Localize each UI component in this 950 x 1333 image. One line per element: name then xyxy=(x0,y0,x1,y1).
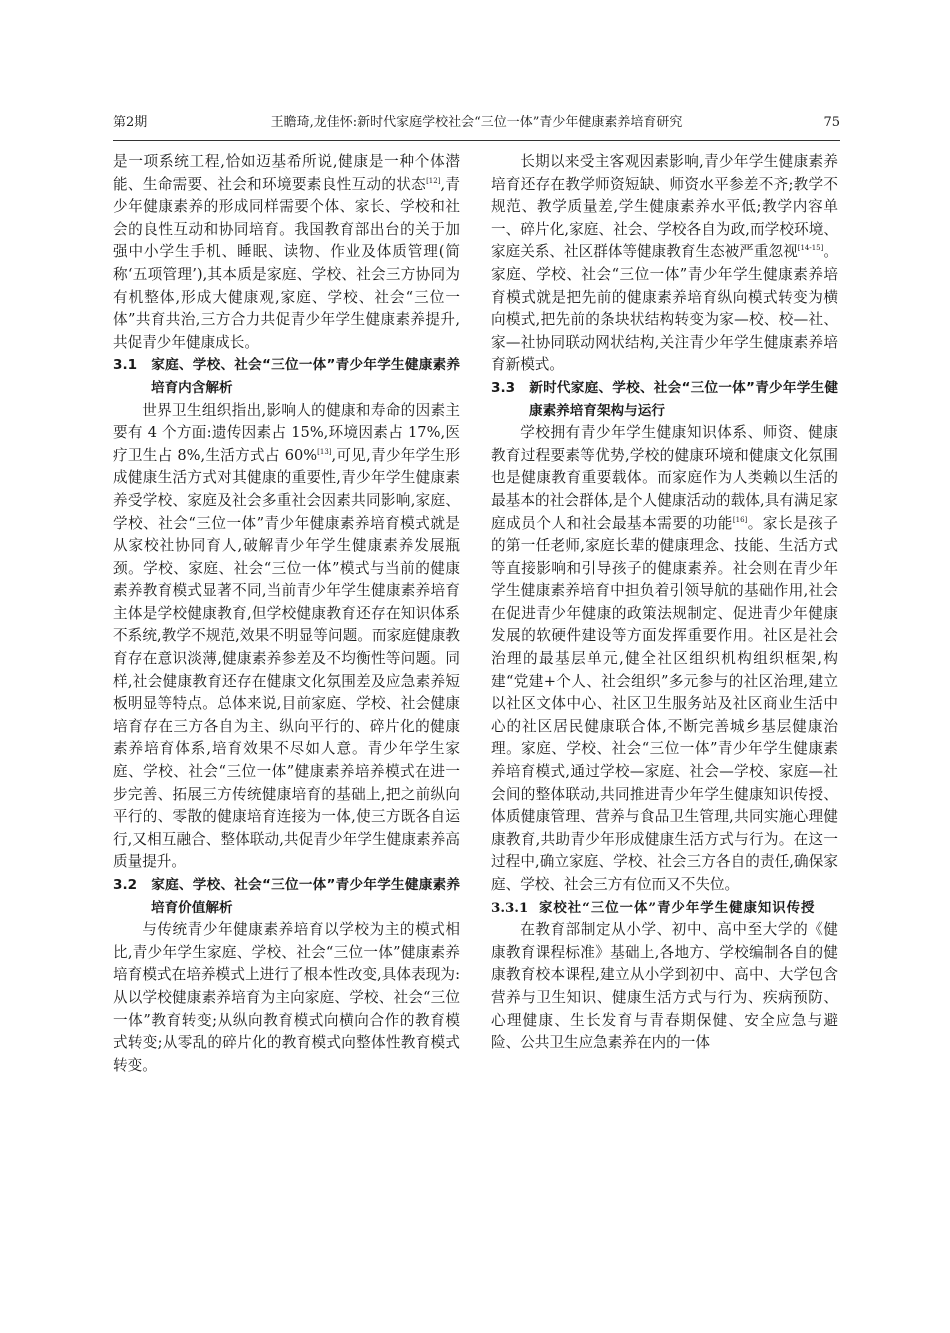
section-heading-3-1: 3.1 家庭、学校、社会“三位一体”青少年学生健康素养培育内含解析 xyxy=(113,357,460,396)
section-heading-3-3: 3.3 新时代家庭、学校、社会“三位一体”青少年学生健康素养培育架构与运行 xyxy=(491,379,838,419)
paragraph: 世界卫生组织指出,影响人的健康和寿命的因素主要有 4 个方面:遗传因素占 15%,环境因素占 17%,医疗卫生占 8%,生活方式占 60%[13],可见,青少年学生形成健康生活方式对其健康的重要性,青少年学生健康素养受学校、家庭及社会多重社会因素共同影响,家庭、学校、社会“三位一体”青少年健康素养培育模式就是从家校社协同育人,破解青少年学生健康素养发展瓶颈。学校、家庭、社会“三位一体”模式与当前的健康素养教育模式显著不同,当前青少年学生健康素养培育主体是学校健康教育,但学校健康教育还存在知识体系不系统,教学不规范,效果不明显等问题。而家庭健康教育存在意识淡薄,健康素养参差及不均衡性等问题。同样,社会健康教育还存在健康文化氛围差及应急素养短板明显等特点。总体来说,目前家庭、学校、社会健康培育存在三方各自为主、纵向平行的、碎片化的健康素养培育体系,培育效果不尽如人意。青少年学生家庭、学校、社会“三位一体”健康素养培养模式在进一步完善、拓展三方传统健康培育的基础上,把之前纵向平行的、零散的健康培育连接为一体,使三方既各自运行,又相互融合、整体联动,共促青少年学生健康素养高质量提升。 xyxy=(113,401,461,871)
running-header xyxy=(113,113,840,133)
left-column xyxy=(113,151,460,1077)
paragraph: 学校拥有青少年学生健康知识体系、师资、健康教育过程要素等优势,学校的健康环境和健康文化氛围也是健康教育重要载体。而家庭作为人类赖以生活的最基本的社会群体,是个人健康活动的载体,具有满足家庭成员个人和社会最基本需要的功能[16]。家长是孩子的第一任老师,家庭长辈的健康理念、技能、生活方式等直接影响和引导孩子的健康素养。社会则在青少年学生健康素养培育中担负着引领导航的基础作用,社会在促进青少年健康的政策法规制定、促进青少年健康发展的软硬件建设等方面发挥重要作用。社区是社会治理的最基层单元,健全社区组织机构组织框架,构建“党建+个人、社会组织”多元参与的社区治理,建立以社区文体中心、社区卫生服务站及社区商业生活中心的社区居民健康联合体,不断完善城乡基层健康治理。家庭、学校、社会“三位一体”青少年学生健康素养培育模式,通过学校—家庭、社会—学校、家庭—社会间的整体联动,共同推进青少年学生健康知识传授、体质健康管理、营养与食品卫生管理,共同实施心理健康教育,共助青少年形成健康生活方式与行为。在这一过程中,确立家庭、学校、社会三方各自的责任,确保家庭、学校、社会三方有位而又不失位。 xyxy=(491,424,838,893)
citation: [16] xyxy=(732,515,748,524)
subsection-heading-3-3-1: 3.3.1 家校社“三位一体”青少年学生健康知识传授 xyxy=(491,899,816,916)
citation: [13] xyxy=(317,447,332,456)
paragraph: 在教育部制定从小学、初中、高中至大学的《健康教育课程标准》基础上,各地方、学校编制各自的健康教育校本课程,建立从小学到初中、高中、大学包含营养与卫生知识、健康生活方式与行为、疾病预防、心理健康、生长发育与青春期保健、安全应急与避险、公共卫生应急素养在内的一体 xyxy=(491,921,838,1052)
section-heading-3-2: 3.2 家庭、学校、社会“三位一体”青少年学生健康素养培育价值解析 xyxy=(113,877,460,916)
issue-number: 第2期 xyxy=(113,115,148,130)
right-column xyxy=(491,151,838,1055)
paragraph: 是一项系统工程,恰如迈基希所说,健康是一种个体潜能、生命需要、社会和环境要素良性互动的状态[12],青少年健康素养的形成同样需要个体、家长、学校和社会的良性互动和协同培育。我国教育部出台的关于加强中小学生手机、睡眠、读物、作业及体质管理(简称‘五项管理’),其本质是家庭、学校、社会三方协同为有机整体,形成大健康观,家庭、学校、社会“三位一体”共育共治,三方合力共促青少年学生健康素养提升,共促青少年健康成长。 xyxy=(113,153,460,351)
running-title: 王瞻琦,龙佳怀:新时代家庭学校社会“三位一体”青少年健康素养培育研究 xyxy=(270,115,683,130)
citation: [12] xyxy=(426,176,441,185)
header-rule xyxy=(113,140,840,141)
paragraph: 与传统青少年健康素养培育以学校为主的模式相比,青少年学生家庭、学校、社会“三位一体”健康素养培育模式在培养模式上进行了根本性改变,具体表现为:从以学校健康素养培育为主向家庭、学校、社会“三位一体”教育转变;从纵向教育模式向横向合作的教育模式转变;从零乱的碎片化的教育模式向整体性教育模式转变。 xyxy=(113,921,460,1074)
paragraph: 长期以来受主客观因素影响,青少年学生健康素养培育还存在教学师资短缺、师资水平参差不齐;教学不规范、教学质量差,学生健康素养水平低;教学内容单一、碎片化,家庭、社会、学校各自为政,而学校环境、家庭关系、社区群体等健康教育生态被严重忽视[14-15]。家庭、学校、社会“三位一体”青少年学生健康素养培育模式就是把先前的健康素养培育纵向模式转变为横向模式,把先前的条块状结构转变为家—校、校—社、家—社协同联动网状结构,关注青少年学生健康素养培育新模式。 xyxy=(491,153,838,374)
citation: [14-15] xyxy=(797,244,824,253)
page-number: 75 xyxy=(823,115,840,130)
